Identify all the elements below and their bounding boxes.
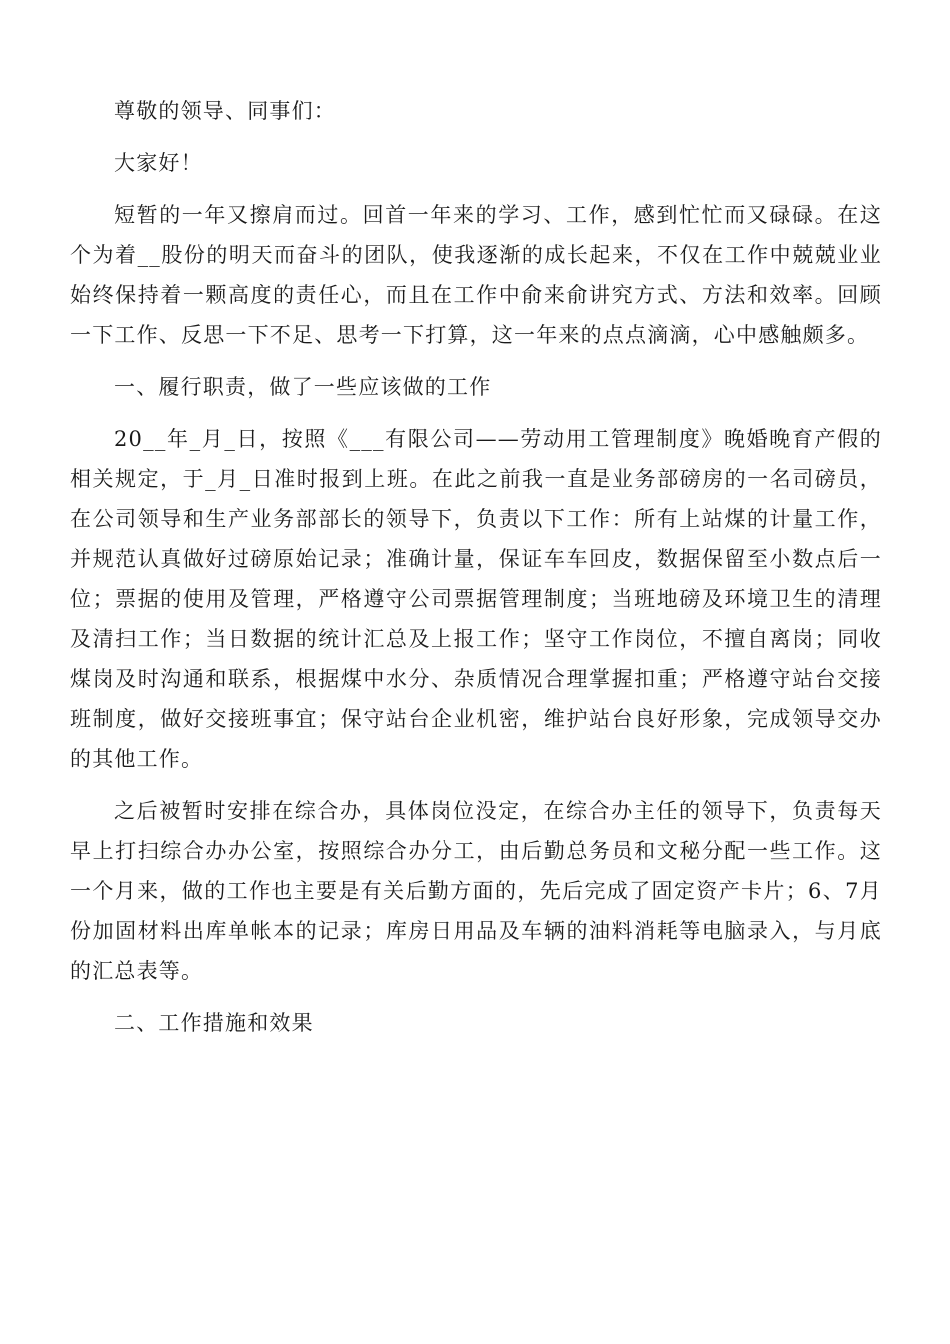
greeting: 大家好！ [114,151,203,175]
section-heading-1: 一、履行职责，做了一些应该做的工作 [114,375,492,399]
section-1-paragraph-1: 20__年_月_日，按照《___有限公司——劳动用工管理制度》晚婚晚育产假的相关规定，于_月_日准时报到上班。在此之前我一直是业务部磅房的一名司磅员，在公司领导和生产业务部部长的领导下，负责以下工作：所有上站煤的计量工作，并规范认真做好过磅原始记录；准确计量，保证车车回皮，数据保留至小数点后一位；票据的使用及管理，严格遵守公司票据管理制度；当班地磅及环境卫生的清理及清扫工作；当日数据的统计汇总及上报工作；坚守工作岗位，不擅自离岗；同收煤岗及时沟通和联系，根据煤中水分、杂质情况合理掌握扣重；严格遵守站台交接班制度，做好交接班事宜；保守站台企业机密，维护站台良好形象，完成领导交办的其他工作。 [70,427,882,771]
section-1-paragraph-2: 之后被暂时安排在综合办，具体岗位没定，在综合办主任的领导下，负责每天早上打扫综合办办公室，按照综合办分工，由后勤总务员和文秘分配一些工作。这一个月来，做的工作也主要是有关后勤方面的，先后完成了固定资产卡片；6、7月份加固材料出库单帐本的记录；库房日用品及车辆的油料消耗等电脑录入，与月底的汇总表等。 [70,799,882,983]
intro-paragraph: 短暂的一年又擦肩而过。回首一年来的学习、工作，感到忙忙而又碌碌。在这个为着__股份的明天而奋斗的团队，使我逐渐的成长起来，不仅在工作中兢兢业业始终保持着一颗高度的责任心，而且在工作中俞来俞讲究方式、方法和效率。回顾一下工作、反思一下不足、思考一下打算，这一年来的点点滴滴，心中感触颇多。 [70,203,882,347]
document-body [70,91,882,1055]
section-heading-2: 二、工作措施和效果 [114,1011,314,1035]
salutation: 尊敬的领导、同事们： [114,99,336,123]
